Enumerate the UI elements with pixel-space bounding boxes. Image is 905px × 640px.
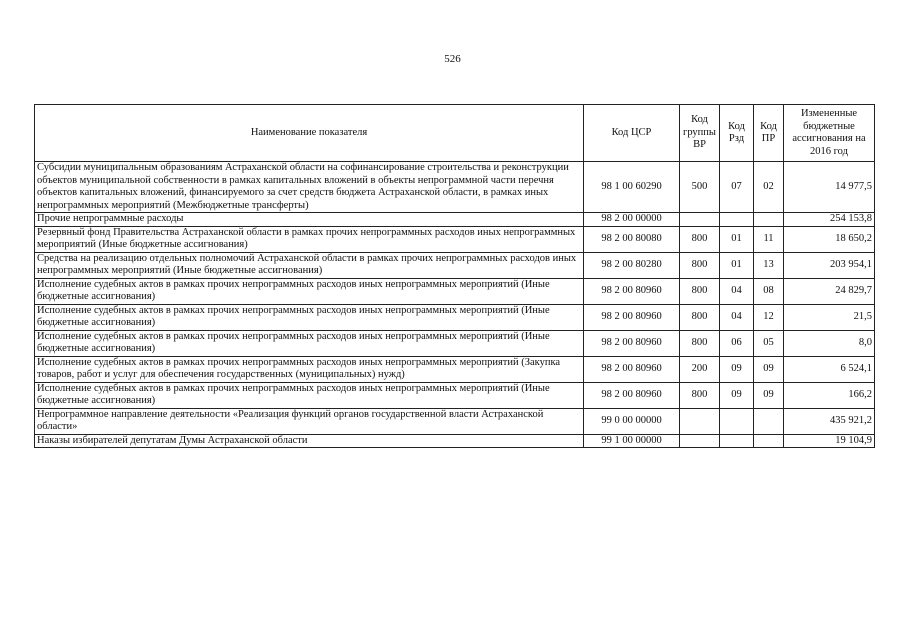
row-rzd: 04 bbox=[720, 304, 754, 330]
row-rzd: 06 bbox=[720, 330, 754, 356]
table-row bbox=[35, 162, 875, 213]
row-csr: 99 1 00 00000 bbox=[584, 434, 680, 448]
table-row bbox=[35, 434, 875, 448]
row-pr: 11 bbox=[754, 226, 784, 252]
table-row bbox=[35, 330, 875, 356]
table-row bbox=[35, 278, 875, 304]
row-vr bbox=[680, 408, 720, 434]
table-row bbox=[35, 252, 875, 278]
row-name: Резервный фонд Правительства Астраханской области в рамках прочих непрограммных расходов иных непрограммных мероприятий (Иные бюджетные ассигнования) bbox=[35, 226, 584, 252]
row-name: Непрограммное направление деятельности «Реализация функций органов государственной власти Астраханской области» bbox=[35, 408, 584, 434]
row-rzd: 07 bbox=[720, 162, 754, 213]
row-amount: 166,2 bbox=[784, 382, 875, 408]
row-pr: 05 bbox=[754, 330, 784, 356]
row-vr: 800 bbox=[680, 330, 720, 356]
table-row bbox=[35, 356, 875, 382]
row-csr: 98 1 00 60290 bbox=[584, 162, 680, 213]
row-name: Субсидии муниципальным образованиям Астраханской области на софинансирование строительства и реконструкции объектов муниципальной собственности в рамках капитальных вложений в объекты непрограммной части перечня объектов капитальных вложений, финансируемого за счет средств бюджета Астраханской области, в рамках иных непрограммных мероприятий (Межбюджетные трансферты) bbox=[35, 162, 584, 213]
row-csr: 98 2 00 80960 bbox=[584, 382, 680, 408]
row-vr: 800 bbox=[680, 304, 720, 330]
row-pr bbox=[754, 434, 784, 448]
row-pr: 12 bbox=[754, 304, 784, 330]
row-name: Исполнение судебных актов в рамках прочих непрограммных расходов иных непрограммных мероприятий (Иные бюджетные ассигнования) bbox=[35, 330, 584, 356]
row-csr: 98 2 00 80960 bbox=[584, 356, 680, 382]
row-vr: 800 bbox=[680, 382, 720, 408]
row-rzd: 09 bbox=[720, 382, 754, 408]
row-rzd bbox=[720, 434, 754, 448]
row-vr: 800 bbox=[680, 278, 720, 304]
row-amount: 8,0 bbox=[784, 330, 875, 356]
row-name: Наказы избирателей депутатам Думы Астраханской области bbox=[35, 434, 584, 448]
row-name: Исполнение судебных актов в рамках прочих непрограммных расходов иных непрограммных мероприятий (Закупка товаров, работ и услуг для обеспечения государственных (муниципальных) нужд) bbox=[35, 356, 584, 382]
row-pr: 09 bbox=[754, 356, 784, 382]
header-rzd: Код Рзд bbox=[720, 105, 754, 162]
row-name: Исполнение судебных актов в рамках прочих непрограммных расходов иных непрограммных мероприятий (Иные бюджетные ассигнования) bbox=[35, 304, 584, 330]
header-vr: Код группы ВР bbox=[680, 105, 720, 162]
row-name: Средства на реализацию отдельных полномочий Астраханской области в рамках прочих непрограммных расходов иных непрограммных мероприятий (Иные бюджетные ассигнования) bbox=[35, 252, 584, 278]
row-pr: 13 bbox=[754, 252, 784, 278]
row-vr: 500 bbox=[680, 162, 720, 213]
row-amount: 14 977,5 bbox=[784, 162, 875, 213]
table-row bbox=[35, 304, 875, 330]
header-csr: Код ЦСР bbox=[584, 105, 680, 162]
header-pr: Код ПР bbox=[754, 105, 784, 162]
table-row bbox=[35, 382, 875, 408]
row-csr: 98 2 00 80080 bbox=[584, 226, 680, 252]
row-rzd: 04 bbox=[720, 278, 754, 304]
row-pr: 08 bbox=[754, 278, 784, 304]
row-name: Исполнение судебных актов в рамках прочих непрограммных расходов иных непрограммных мероприятий (Иные бюджетные ассигнования) bbox=[35, 382, 584, 408]
row-csr: 99 0 00 00000 bbox=[584, 408, 680, 434]
row-pr bbox=[754, 213, 784, 227]
row-amount: 19 104,9 bbox=[784, 434, 875, 448]
row-name: Исполнение судебных актов в рамках прочих непрограммных расходов иных непрограммных мероприятий (Иные бюджетные ассигнования) bbox=[35, 278, 584, 304]
table-row bbox=[35, 226, 875, 252]
row-csr: 98 2 00 80960 bbox=[584, 330, 680, 356]
header-amount: Измененные бюджетные ассигнования на 2016 год bbox=[784, 105, 875, 162]
row-name: Прочие непрограммные расходы bbox=[35, 213, 584, 227]
row-pr: 09 bbox=[754, 382, 784, 408]
row-csr: 98 2 00 80960 bbox=[584, 278, 680, 304]
row-csr: 98 2 00 00000 bbox=[584, 213, 680, 227]
row-vr bbox=[680, 434, 720, 448]
table-row bbox=[35, 213, 875, 227]
row-pr: 02 bbox=[754, 162, 784, 213]
row-vr: 800 bbox=[680, 252, 720, 278]
row-rzd: 01 bbox=[720, 226, 754, 252]
row-rzd bbox=[720, 408, 754, 434]
row-amount: 21,5 bbox=[784, 304, 875, 330]
page-number: 526 bbox=[444, 53, 461, 65]
row-amount: 6 524,1 bbox=[784, 356, 875, 382]
row-pr bbox=[754, 408, 784, 434]
table-row bbox=[35, 408, 875, 434]
row-csr: 98 2 00 80280 bbox=[584, 252, 680, 278]
row-amount: 435 921,2 bbox=[784, 408, 875, 434]
row-vr bbox=[680, 213, 720, 227]
row-vr: 200 bbox=[680, 356, 720, 382]
row-rzd bbox=[720, 213, 754, 227]
row-rzd: 09 bbox=[720, 356, 754, 382]
row-csr: 98 2 00 80960 bbox=[584, 304, 680, 330]
budget-table bbox=[34, 104, 875, 448]
row-rzd: 01 bbox=[720, 252, 754, 278]
row-amount: 24 829,7 bbox=[784, 278, 875, 304]
row-vr: 800 bbox=[680, 226, 720, 252]
table-header-row bbox=[35, 105, 875, 162]
row-amount: 18 650,2 bbox=[784, 226, 875, 252]
header-name: Наименование показателя bbox=[35, 105, 584, 162]
row-amount: 203 954,1 bbox=[784, 252, 875, 278]
row-amount: 254 153,8 bbox=[784, 213, 875, 227]
